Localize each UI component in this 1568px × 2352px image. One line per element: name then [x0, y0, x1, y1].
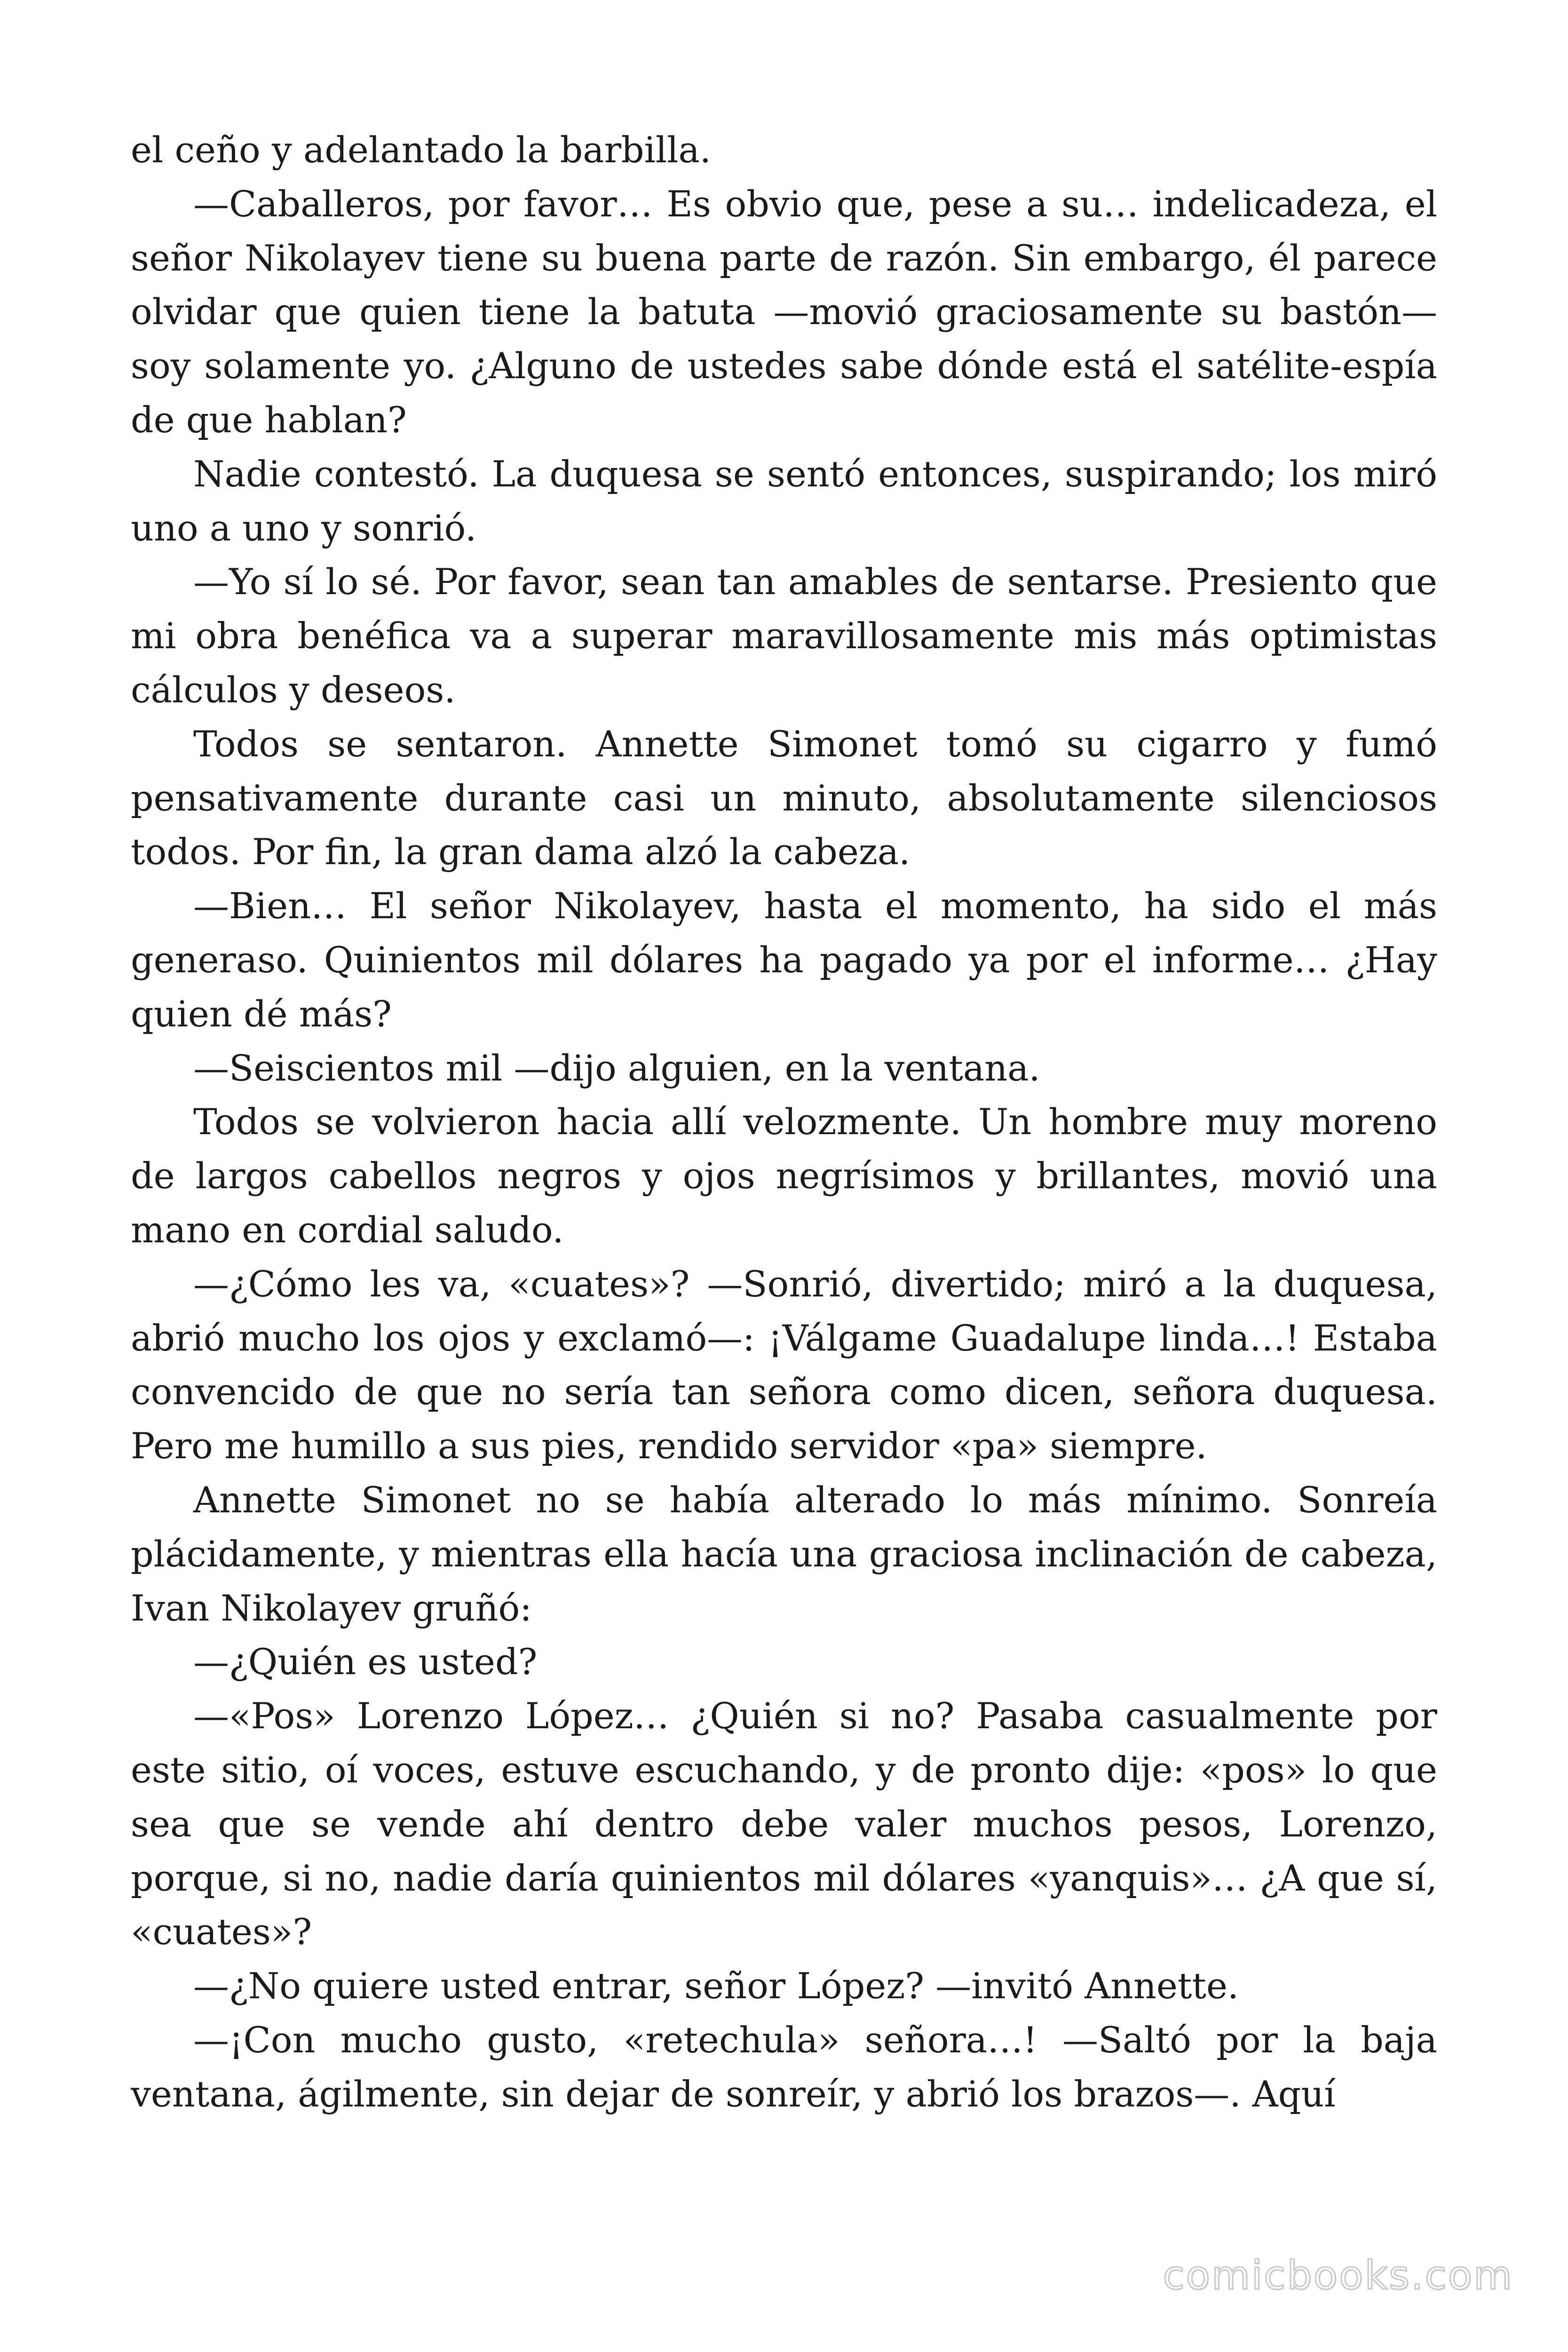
paragraph-2: —Caballeros, por favor… Es obvio que, pese a su… indelicadeza, el señor Nikolayev tiene su buena parte de razón. Sin embargo, él parece olvidar que quien tiene la batuta —movió graciosamente su bastón— soy solamente yo. ¿Alguno de ustedes sabe dónde está el satélite-espía de que hablan?: [131, 183, 1437, 441]
paragraph-11: —¿Quién es usted?: [193, 1641, 538, 1683]
watermark: comicbooks.com: [1163, 2252, 1513, 2298]
paragraph-4: —Yo sí lo sé. Por favor, sean tan amables de sentarse. Presiento que mi obra benéfica va a superar maravillosamente mis más optimistas cálculos y deseos.: [131, 561, 1437, 711]
paragraph-10: Annette Simonet no se había alterado lo más mínimo. Sonreía plácidamente, y mientras ella hacía una graciosa inclinación de cabeza, Ivan Nikolayev gruñó:: [131, 1478, 1437, 1629]
paragraph-3: Nadie contestó. La duquesa se sentó entonces, suspirando; los miró uno a uno y sonrió.: [131, 453, 1437, 549]
paragraph-14: —¡Con mucho gusto, «retechula» señora…! —Saltó por la baja ventana, ágilmente, sin dejar de sonreír, y abrió los brazos—. Aquí: [131, 2018, 1437, 2115]
paragraph-1: el ceño y adelantado la barbilla.: [131, 129, 711, 171]
paragraph-6: —Bien… El señor Nikolayev, hasta el momento, ha sido el más generaso. Quinientos mil dólares ha pagado ya por el informe… ¿Hay quien dé más?: [131, 885, 1437, 1035]
paragraph-7: —Seiscientos mil —dijo alguien, en la ventana.: [193, 1047, 1040, 1089]
paragraph-13: —¿No quiere usted entrar, señor López? —invitó Annette.: [193, 1965, 1239, 2007]
paragraph-8: Todos se volvieron hacia allí velozmente. Un hombre muy moreno de largos cabellos negros y ojos negrísimos y brillantes, movió una mano en cordial saludo.: [131, 1101, 1437, 1251]
paragraph-5: Todos se sentaron. Annette Simonet tomó su cigarro y fumó pensativamente durante casi un minuto, absolutamente silenciosos todos. Por fin, la gran dama alzó la cabeza.: [131, 723, 1437, 873]
paragraph-12: —«Pos» Lorenzo López… ¿Quién si no? Pasaba casualmente por este sitio, oí voces, estuve escuchando, y de pronto dije: «pos» lo que sea que se vende ahí dentro debe valer muchos pesos, Lorenzo, porque, si no, nadie daría quinientos mil dólares «yanquis»… ¿A que sí, «cuates»?: [131, 1695, 1437, 1953]
paragraph-9: —¿Cómo les va, «cuates»? —Sonrió, divertido; miró a la duquesa, abrió mucho los ojos y exclamó—: ¡Válgame Guadalupe linda…! Estaba convencido de que no sería tan señora como dicen, señora duquesa. Pero me humillo a sus pies, rendido servidor «pa» siempre.: [131, 1263, 1437, 1467]
page-body: [131, 123, 1437, 2121]
